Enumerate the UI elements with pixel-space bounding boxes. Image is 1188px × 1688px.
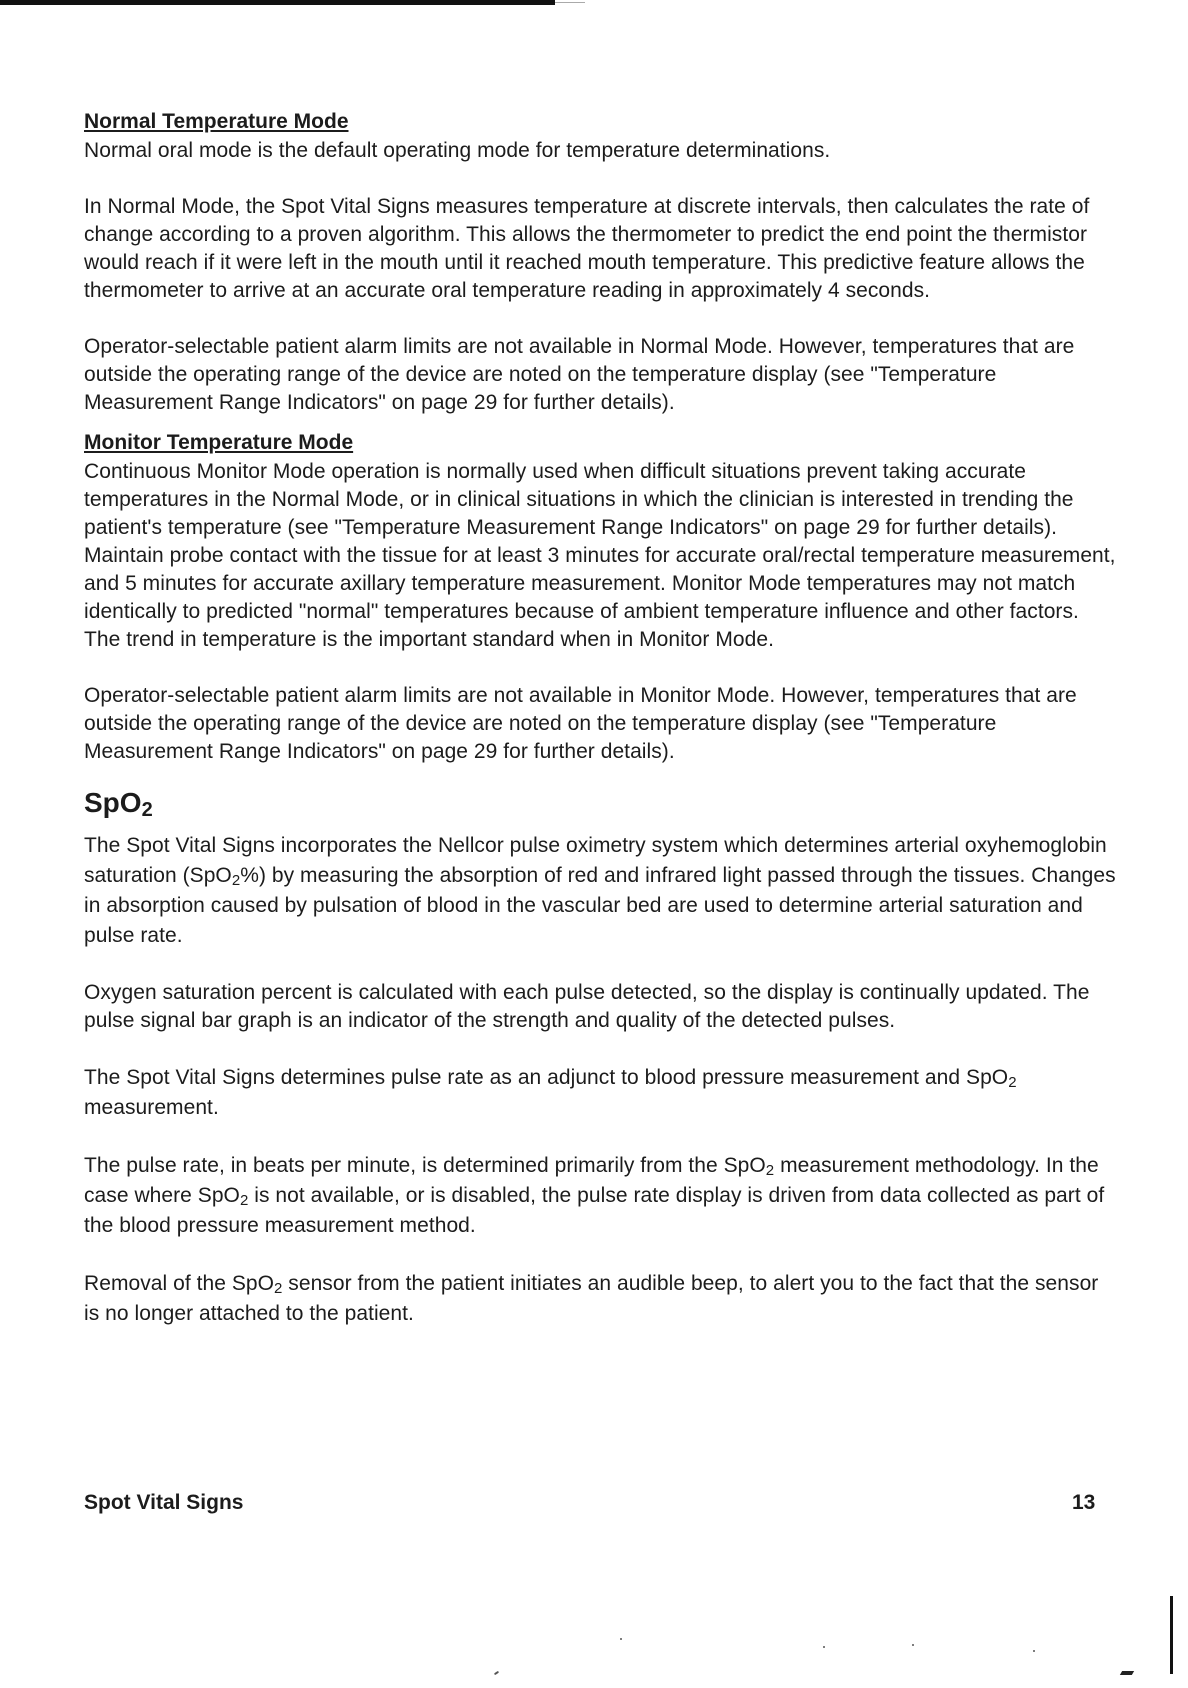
- spo2-p1-subscript: 2: [231, 872, 241, 889]
- spo2-paragraph-3: [84, 1063, 1118, 1123]
- monitor-mode-paragraph-2: Operator-selectable patient alarm limits are not available in Monitor Mode. However, temperatures that are outside the operating range of the device are noted on the temperature display (see "Temperature Measurement Range Indicators" on page 29 for further details).: [84, 684, 1077, 763]
- spo2-p3-subscript: 2: [1008, 1074, 1017, 1091]
- spo2-p3-text-b: measurement.: [84, 1096, 219, 1119]
- spo2-p4-subscript-2: 2: [239, 1192, 249, 1209]
- footer-title: Spot Vital Signs: [84, 1491, 244, 1514]
- normal-mode-paragraph-1: Normal oral mode is the default operating mode for temperature determinations.: [84, 139, 831, 162]
- spo2-paragraph-5: [84, 1269, 1118, 1329]
- spo2-p1-text-b: %) by measuring the absorption of red and infrared light passed through the tissues. Changes in absorption caused by pulsation of blood in the vascular bed are used to determine arterial saturation and pulse rate.: [84, 864, 1116, 947]
- scan-speck: [494, 1671, 499, 1676]
- spo2-paragraph-1: [84, 831, 1118, 951]
- scan-speck: [912, 1644, 914, 1646]
- normal-mode-paragraph-2: In Normal Mode, the Spot Vital Signs measures temperature at discrete intervals, then calculates the rate of change according to a proven algorithm. This allows the thermometer to predict the end point the thermistor would reach if it were left in the mouth until it reached mouth temperature. This predictive feature allows the thermometer to arrive at an accurate oral temperature reading in approximately 4 seconds.: [84, 195, 1090, 302]
- spo2-heading-text: SpO: [84, 787, 142, 818]
- scan-speck: [823, 1646, 825, 1648]
- spo2-p3-text-a: The Spot Vital Signs determines pulse rate as an adjunct to blood pressure measurement and SpO: [84, 1066, 1009, 1089]
- spo2-p5-subscript: 2: [274, 1280, 283, 1297]
- page-number: 13: [1072, 1491, 1096, 1514]
- spo2-paragraph-4: [84, 1151, 1118, 1241]
- top-rule-faint: [555, 2, 585, 3]
- spo2-p4-text-b: measurement methodology. In the case where SpO: [84, 1154, 1099, 1207]
- spo2-p4-text-a: The pulse rate, in beats per minute, is determined primarily from the SpO: [84, 1154, 766, 1177]
- top-rule: [0, 0, 555, 5]
- normal-mode-paragraph-3: Operator-selectable patient alarm limits are not available in Normal Mode. However, temperatures that are outside the operating range of the device are noted on the temperature display (see "Temperature Measurement Range Indicators" on page 29 for further details).: [84, 335, 1075, 414]
- normal-mode-heading: Normal Temperature Mode: [84, 110, 349, 133]
- spo2-p1-text-a: The Spot Vital Signs incorporates the Nellcor pulse oximetry system which determines arterial oxyhemoglobin saturation (SpO: [84, 834, 1107, 887]
- spo2-p4-text-c: is not available, or is disabled, the pulse rate display is driven from data collected as part of the blood pressure measurement method.: [84, 1184, 1105, 1237]
- scan-edge-bar: [1170, 1596, 1173, 1674]
- scan-speck: [1033, 1650, 1035, 1652]
- monitor-mode-heading: Monitor Temperature Mode: [84, 431, 354, 454]
- monitor-mode-paragraph-1: Continuous Monitor Mode operation is normally used when difficult situations prevent taking accurate temperatures in the Normal Mode, or in clinical situations in which the clinician is interested in trending the patient's temperature (see "Temperature Measurement Range Indicators" on page 29 for further details). Maintain probe contact with the tissue for at least 3 minutes for accurate oral/rectal temperature measurement, and 5 minutes for accurate axillary temperature measurement. Monitor Mode temperatures may not match identically to predicted "normal" temperatures because of ambient temperature influence and other factors. The trend in temperature is the important standard when in Monitor Mode.: [84, 460, 1116, 651]
- scan-speck: [620, 1638, 622, 1640]
- spo2-p4-subscript-1: 2: [765, 1162, 775, 1179]
- spo2-heading-subscript: 2: [141, 799, 153, 821]
- spo2-paragraph-2: Oxygen saturation percent is calculated with each pulse detected, so the display is continually updated. The pulse signal bar graph is an indicator of the strength and quality of the detected pulses.: [84, 981, 1090, 1032]
- scan-corner-mark: [1120, 1671, 1134, 1675]
- spo2-heading: [84, 786, 1118, 827]
- spo2-p5-text-a: Removal of the SpO: [84, 1272, 274, 1295]
- spo2-p5-text-b: sensor from the patient initiates an audible beep, to alert you to the fact that the sensor is no longer attached to the patient.: [84, 1272, 1099, 1325]
- page-content: [84, 108, 1118, 1357]
